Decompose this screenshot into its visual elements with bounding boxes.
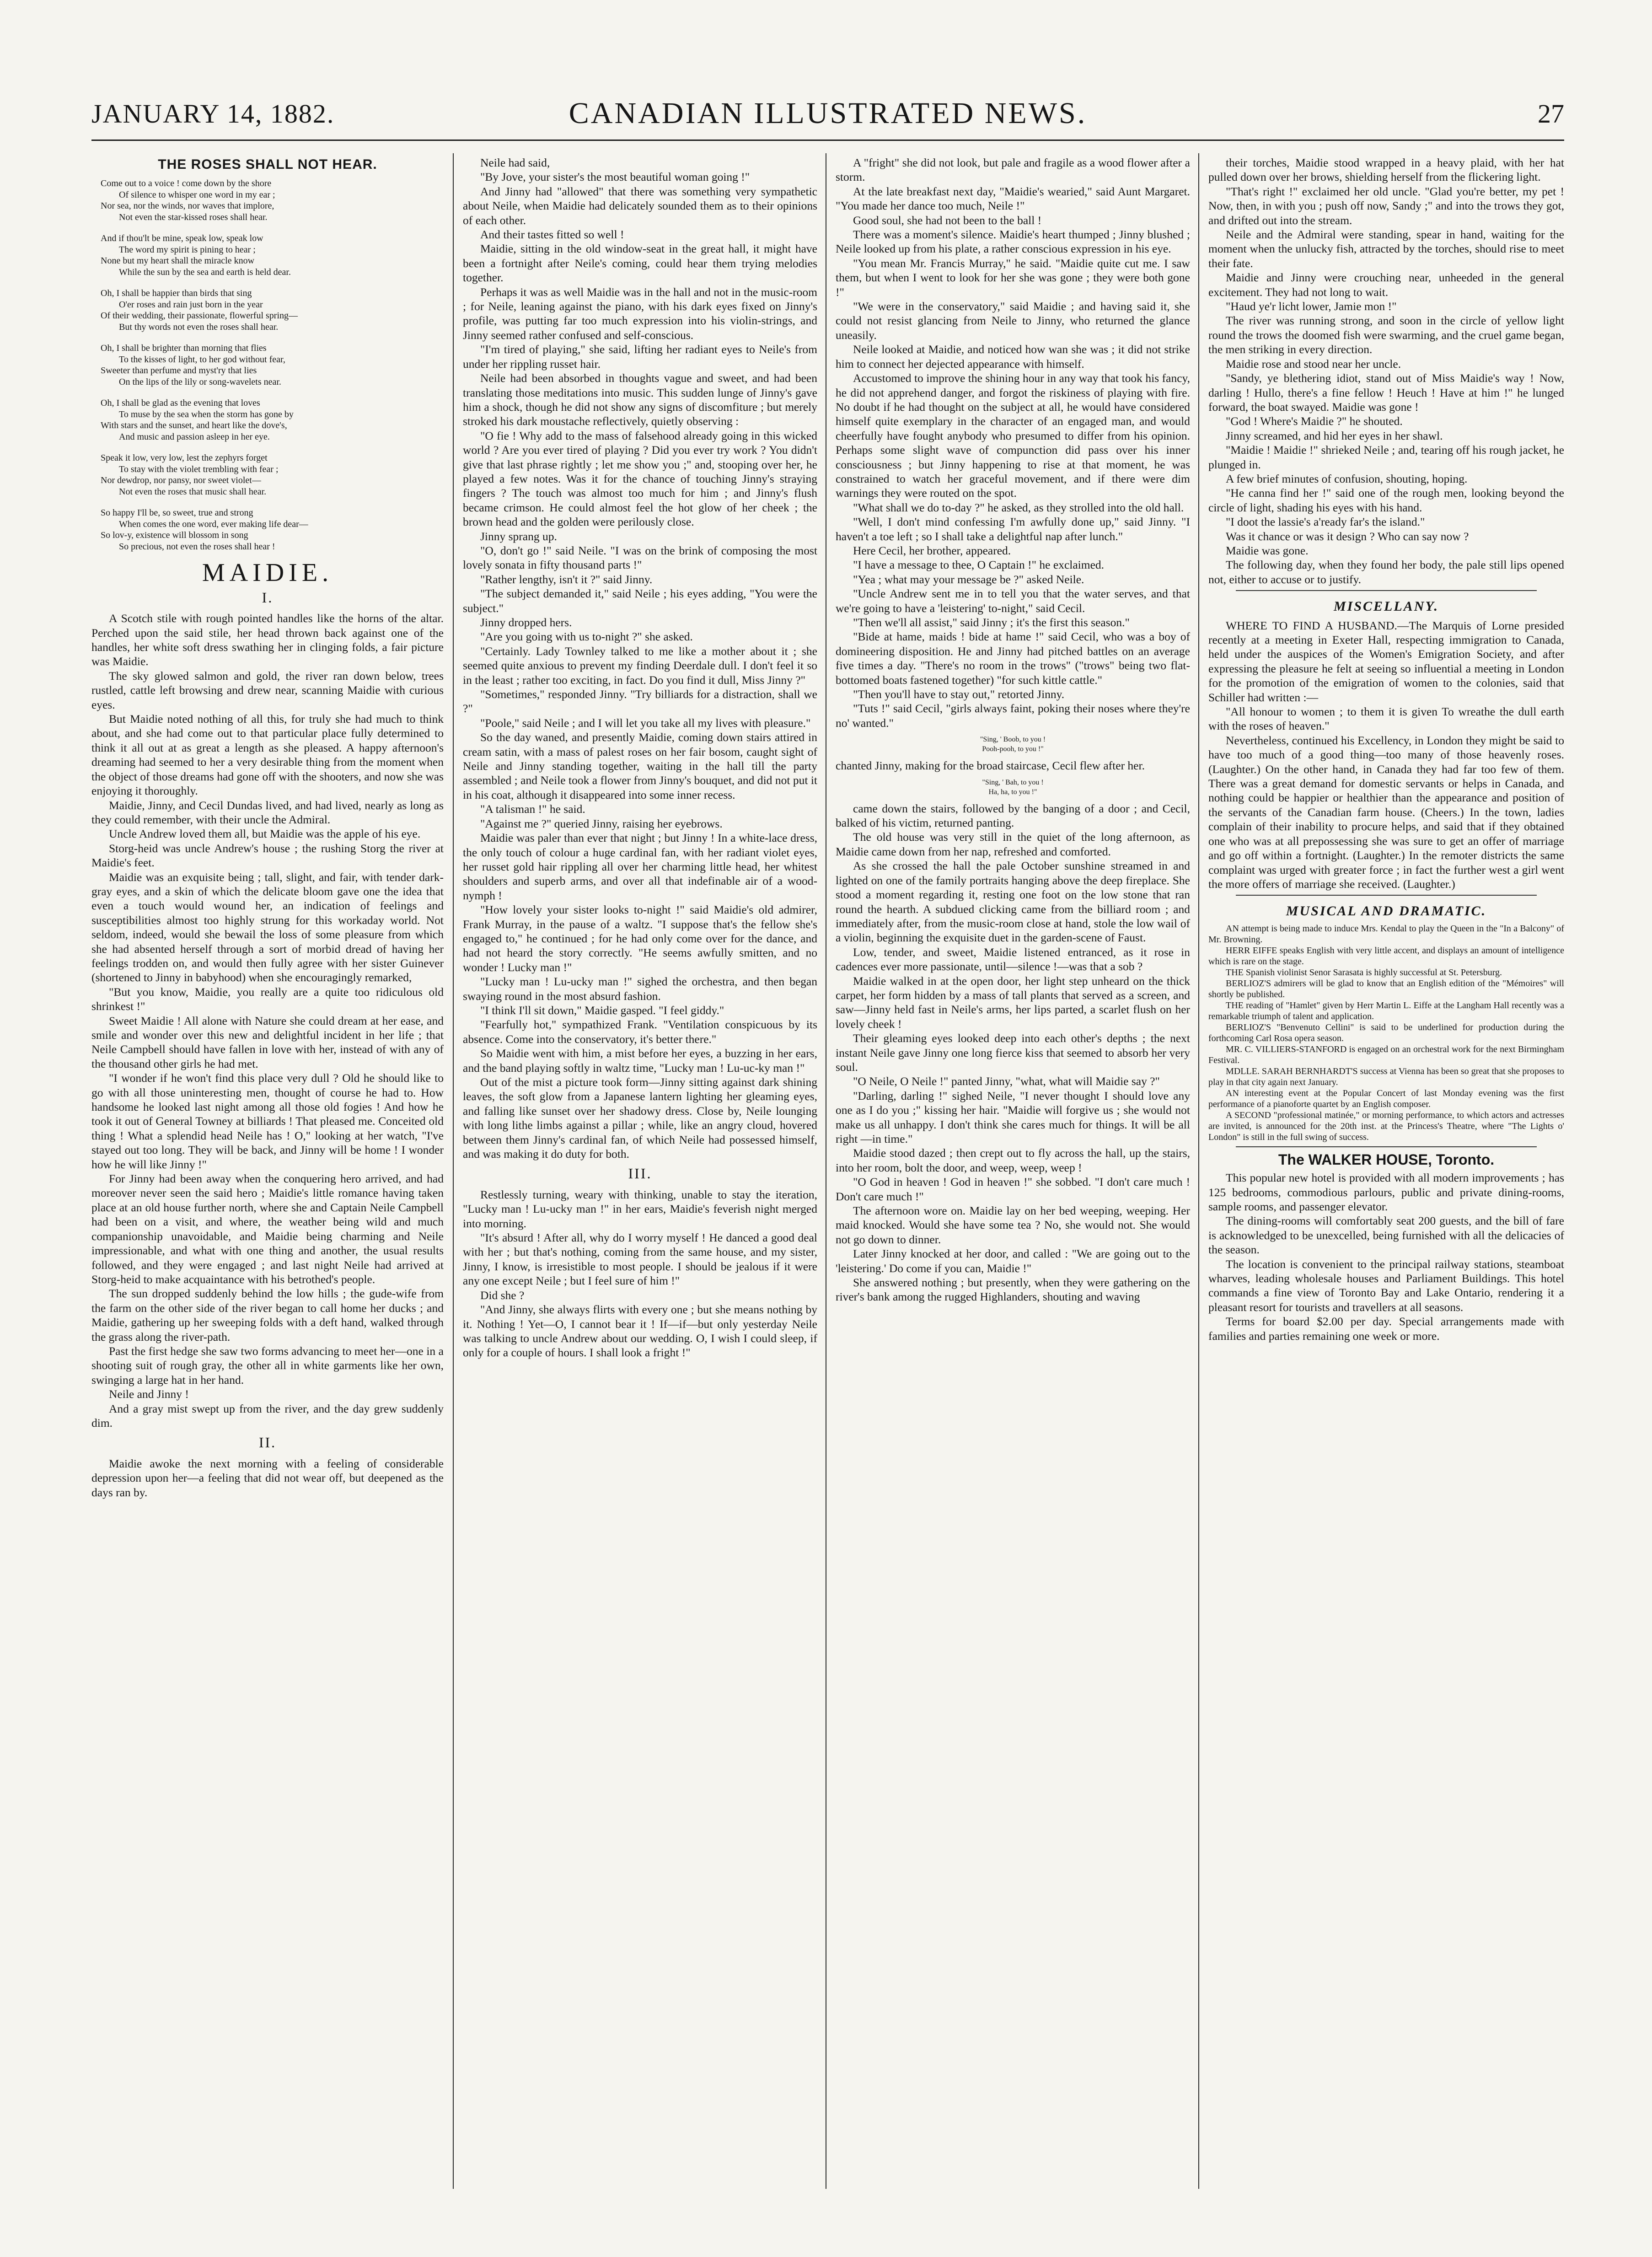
paragraph: "Well, I don't mind confessing I'm awfully done up," said Jinny. "I haven't a toe left ; so I shall take a delightful nap after lunch." — [836, 515, 1190, 543]
poem-line: Not even the star-kissed roses shall hear. — [119, 212, 268, 222]
story-text — [1208, 156, 1564, 586]
paragraph: "And Jinny, she always flirts with every one ; but she means nothing by it. Nothing ! Yet—O, I cannot bear it ! If—if—but only yesterday Neile was talking to uncle Andrew about our wedding. O, I wish I could sleep, if only for a couple of hours. I shall look a fright !" — [463, 1303, 817, 1360]
paragraph: A few brief minutes of confusion, shouting, hoping. — [1226, 472, 1468, 485]
poem-stanza — [91, 178, 444, 223]
paragraph: "You mean Mr. Francis Murray," he said. "Maidie quite cut me. I saw them, but when I went to look for her she was gone ; they were both gone !" — [836, 256, 1190, 299]
poem-title: THE ROSES SHALL NOT HEAR. — [158, 157, 377, 172]
poem-line: But thy words not even the roses shall hear. — [119, 322, 279, 332]
poem-line: When comes the one word, ever making life dear— — [119, 519, 308, 529]
column-1 — [91, 156, 444, 2196]
paragraph: The old house was very still in the quiet of the long afternoon, as Maidie came down from her nap, refreshed and comforted. — [836, 830, 1190, 858]
poem-line: Come out to a voice ! come down by the shore — [101, 178, 272, 189]
paragraph: Uncle Andrew loved them all, but Maidie was the apple of his eye. — [109, 827, 421, 841]
column-3 — [836, 156, 1190, 2196]
paragraph: "Rather lengthy, isn't it ?" said Jinny. — [480, 572, 653, 586]
paragraph: "O, don't go !" said Neile. "I was on the brink of composing the most lovely sonata in fifty thousand parts !" — [463, 543, 817, 572]
walker-house-text — [1208, 1171, 1564, 1343]
paragraph: Sweet Maidie ! All alone with Nature she could dream at her ease, and smile and wonder over this new and delightful incident in her life ; that Neile Campbell should have fallen in love with her, instead of with any of the thousand other girls he had met. — [91, 1014, 444, 1070]
paragraph: Jinny screamed, and hid her eyes in her shawl. — [1226, 429, 1443, 442]
section-rule — [1236, 590, 1537, 591]
paragraph: "A talisman !" he said. — [480, 802, 585, 816]
paragraph: "How lovely your sister looks to-night !" said Maidie's old admirer, Frank Murray, in the pause of a waltz. "I suppose that's the fellow she's engaged to," he continued ; for he had only come over for the dance, and had not heard the story correctly. "He seems awfully smitten, and no wonder ! Lucky man !" — [463, 903, 817, 974]
paragraph: Neile and Jinny ! — [109, 1387, 189, 1401]
paragraph: Perhaps it was as well Maidie was in the hall and not in the music-room ; for Neile, leaning against the piano, with his dark eyes fixed on Jinny's profile, was putting far too much expression into his violin-strings, and Jinny seemed rather confused and self-conscious. — [463, 285, 817, 342]
paragraph: Maidie stood dazed ; then crept out to fly across the hall, up the stairs, into her room, bolt the door, and weep, weep, weep ! — [836, 1146, 1190, 1174]
paragraph: "Yea ; what may your message be ?" asked Neile. — [853, 572, 1084, 586]
song-line: "Sing, ' Bah, to you ! — [982, 778, 1044, 786]
musical-text — [1208, 923, 1564, 1143]
paragraph: A "fright" she did not look, but pale and fragile as a wood flower after a storm. — [836, 156, 1190, 184]
story-title: MAIDIE. — [202, 559, 333, 587]
paragraph: "I'm tired of playing," she said, lifting her radiant eyes to Neile's from under her rippling russet hair. — [463, 343, 817, 371]
paragraph: There was a moment's silence. Maidie's heart thumped ; Jinny blushed ; Neile looked up from his plate, a rather conscious expression in his eye. — [836, 228, 1190, 256]
paragraph: Maidie walked in at the open door, her light step unheard on the thick carpet, her form hidden by a mass of tall plants that served as a screen, and saw—Jinny held fast in Neile's arms, her lips parted, a scarlet flush on her lovely cheek ! — [836, 974, 1190, 1031]
paragraph: "Darling, darling !" sighed Neile, "I never thought I should love any one as I do you ;" kissing her hair. "Maidie will forgive us ; she would not make us all unhappy. I don't think she cares much for things. It will be all right —in time." — [836, 1089, 1190, 1145]
paragraph: A Scotch stile with rough pointed handles like the horns of the altar. Perched upon the said stile, her head thrown back against one of the handles, her white soft dress swathing her in clinging folds, a fair picture was Maidie. — [91, 612, 444, 668]
paragraph: This popular new hotel is provided with all modern improvements ; has 125 bedrooms, commodious parlours, public and private dining-rooms, sample rooms, and passenger elevator. — [1208, 1171, 1564, 1213]
story-text — [836, 801, 1190, 1304]
paragraph: Maidie was paler than ever that night ; but Jinny ! In a white-lace dress, the only touch of colour a huge cardinal fan, with her radiant violet eyes, her russet gold hair rippling all over her charming little head, her whitest shoulders and superb arms, and over all that indefinable air of a wood-nymph ! — [463, 831, 817, 902]
column-divider — [453, 153, 454, 2189]
paragraph: "Are you going with us to-night ?" she asked. — [480, 630, 693, 644]
paragraph: Maidie rose and stood near her uncle. — [1226, 357, 1401, 371]
poem-line: Of their wedding, their passionate, flowerful spring— — [101, 311, 298, 321]
poem-line: Nor dewdrop, nor pansy, nor sweet violet— — [101, 475, 261, 486]
paragraph: Neile had said, — [480, 156, 550, 169]
miscellany-heading: MISCELLANY. — [1334, 599, 1439, 614]
paragraph: Was it chance or was it design ? Who can say now ? — [1226, 529, 1469, 543]
page-header — [91, 94, 1564, 135]
story-paragraph: chanted Jinny, making for the broad staircase, Cecil flew after her. — [836, 759, 1145, 773]
paragraph: Jinny sprang up. — [480, 529, 557, 543]
paragraph: She answered nothing ; but presently, when they were gathering on the river's bank among the rugged Highlanders, shouting and waving — [836, 1276, 1190, 1304]
paragraph: The afternoon wore on. Maidie lay on her bed weeping, weeping. Her maid knocked. Would she have some tea ? No, she would not. She would not go down to dinner. — [836, 1204, 1190, 1246]
paragraph: "It's absurd ! After all, why do I worry myself ! He danced a good deal with her ; but that's nothing, coming from the same house, and my sister, Jinny, I know, is irresistible to most people. I should be jealous if it were any one except Neile ; but I feel sure of him !" — [463, 1231, 817, 1288]
poem-line: None but my heart shall the miracle know — [101, 256, 255, 266]
song-verse — [836, 735, 1190, 754]
poem-stanza — [91, 507, 444, 552]
paragraph: MR. C. VILLIERS-STANFORD is engaged on an orchestral work for the next Birmingham Festival. — [1208, 1044, 1564, 1065]
paragraph: Maidie, sitting in the old window-seat in the great hall, it might have been a fortnight after Neile's coming, could hear them trying melodies together. — [463, 242, 817, 285]
story-text — [91, 611, 444, 1430]
paragraph: Out of the mist a picture took form—Jinny sitting against dark shining leaves, the soft glow from a Japanese lantern lighting her gleaming eyes, and falling like sunset over her shadowy dress. Close by, Neile lounging with long lithe limbs against a pillar ; while, like an angry cloud, hovered between them Jinny's cardinal fan, of which Neile had possessed himself, and was making it do duty for both. — [463, 1075, 817, 1161]
paragraph: came down the stairs, followed by the banging of a door ; and Cecil, balked of his victim, returned panting. — [836, 801, 1190, 830]
poem-line: On the lips of the lily or song-wavelets near. — [119, 376, 281, 387]
paragraph: "Sandy, ye blethering idiot, stand out of Miss Maidie's way ! Now, darling ! Hullo, there's a fine fellow ! Heuch ! Have at him !" he lunged forward, the boat swayed. Maidie was gone ! — [1208, 371, 1564, 414]
paragraph: "Certainly. Lady Townley talked to me like a mother about it ; she seemed quite anxious to prevent my finding Deerdale dull. I don't feel it so in the least ; rather too exciting, in fact. Do you find it dull, Miss Jinny ?" — [463, 644, 817, 687]
poem-line: Of silence to whisper one word in my ear ; — [119, 189, 275, 200]
poem-line: So happy I'll be, so sweet, true and strong — [101, 508, 253, 518]
poem-line: With stars and the sunset, and heart like the dove's, — [101, 420, 287, 431]
paragraph: Neile had been absorbed in thoughts vague and sweet, and had been translating those meditations into music. This sudden lunge of Jinny's gave him a shock, though he did not show any signs of discomfiture ; but merely stroked his dark moustache reflectively, quietly observing : — [463, 371, 817, 428]
paragraph: Neile looked at Maidie, and noticed how wan she was ; it did not strike him to connect her dejected appearance with himself. — [836, 343, 1190, 371]
paragraph: WHERE TO FIND A HUSBAND.—The Marquis of Lorne presided recently at a meeting in Exeter Hall, respecting immigration to Canada, held under the auspices of the Women's Emigration Society, and after expressing the pleasure he felt at seeing so influential a meeting in London for the promotion of the emigration of women to the colonies, said that Schiller had written :— — [1208, 618, 1564, 704]
paragraph: The sun dropped suddenly behind the low hills ; the gude-wife from the farm on the other side of the river began to call home her ducks ; and Maidie, gathering up her sweeping folds with a deft hand, walked through the grass along the river-path. — [91, 1287, 444, 1343]
poem-line: And if thou'lt be mine, speak low, speak low — [101, 233, 263, 244]
paragraph: "O God in heaven ! God in heaven !" she sobbed. "I don't care much ! Don't care much !" — [836, 1175, 1190, 1203]
paragraph: "Poole," said Neile ; and I will let you take all my lives with pleasure." — [480, 716, 811, 730]
paragraph: Maidie and Jinny were crouching near, unheeded in the general excitement. They had not long to wait. — [1208, 271, 1564, 299]
poem-line: The word my spirit is pining to hear ; — [119, 244, 256, 255]
poem-line: To muse by the sea when the storm has gone by — [119, 409, 294, 419]
paragraph: Their gleaming eyes looked deep into each other's depths ; the next instant Neile gave Jinny one long fierce kiss that seemed to absorb her very soul. — [836, 1032, 1190, 1074]
paragraph: "I have a message to thee, O Captain !" he exclaimed. — [853, 558, 1105, 572]
paragraph: "Lucky man ! Lu-ucky man !" sighed the orchestra, and then began swaying round in the most absurd fashion. — [463, 975, 817, 1003]
paragraph: "Haud ye'r licht lower, Jamie mon !" — [1226, 300, 1397, 313]
paragraph: BERLIOZ'S "Benvenuto Cellini" is said to be underlined for production during the forthcoming Carl Rosa opera season. — [1208, 1022, 1564, 1043]
paragraph: "Sometimes," responded Jinny. "Try billiards for a distraction, shall we ?" — [463, 688, 817, 715]
paragraph: "We were in the conservatory," said Maidie ; and having said it, she could not resist glancing from Neile to Jinny, who returned the glance uneasily. — [836, 300, 1190, 342]
paragraph: "I wonder if he won't find this place very dull ? Old he should like to go with all those uninteresting men, thought of course he had to. How handsome he looked last night among all those old fogies ! And how he took it out of General Towney at billiards ! That pleased me. Conceited old thing ! What a splendid head Neile has ! O," looking at her watch, "I've stayed out too long. They will be back, and Jinny will be home ! I wonder how he will like Jinny !" — [91, 1071, 444, 1171]
page-number: 27 — [1538, 99, 1564, 129]
paragraph: HERR EIFFE speaks English with very little accent, and displays an amount of intelligence which is rare on the stage. — [1208, 945, 1564, 967]
poem-line: And music and passion asleep in her eye. — [119, 431, 270, 442]
paragraph: Maidie was an exquisite being ; tall, slight, and fair, with tender dark-gray eyes, and a skin of which the delicate bloom gave one the idea that even a touch would wound her, an indication of feelings and susceptibilities almost too highly strung for this workaday world. Not seldom, indeed, would she bewail the loss of some pleasure from which she had absented herself through a sort of morbid dread of having her feelings trodden on, and would then fully agree with her sister Guinever (shortened to Jinny in babyhood) when she encouragingly remarked, — [91, 870, 444, 984]
paragraph: A SECOND "professional matinée," or morning performance, to which actors and actresses are invited, is announced for the 20th inst. at the Princess's Theatre, where "The Lights o' London" is still in the full swing of success. — [1208, 1110, 1564, 1142]
paragraph: And Jinny had "allowed" that there was something very sympathetic about Neile, when Maidie had delicately sounded them as to their opinions of each other. — [463, 184, 817, 227]
column-divider — [1198, 153, 1199, 2189]
poem-line: Oh, I shall be brighter than morning that flies — [101, 343, 267, 354]
paragraph: "O fie ! Why add to the mass of falsehood already going in this wicked world ? Are you ever tired of playing ? Did you ever try work ? You didn't give that last phrase rightly ; let me show you ;" and, stooping over her, he played a few notes. Was it for the chance of touching Jinny's straying fingers ? The touch was almost too much for him ; and Jinny's flush became crimson. He could almost feel the hot glow of her cheek ; the brown head and the golden were perilously close. — [463, 429, 817, 529]
paragraph: "Then you'll have to stay out," retorted Jinny. — [853, 688, 1065, 701]
poem-stanza — [91, 288, 444, 333]
song-line: Ha, ha, to you !" — [988, 788, 1037, 796]
paragraph: Maidie, Jinny, and Cecil Dundas lived, and had lived, nearly as long as they could remember, with their uncle the Admiral. — [91, 798, 444, 826]
song-verse — [836, 778, 1190, 797]
poem-line: So lov-y, existence will blossom in song — [101, 530, 248, 541]
column-2 — [463, 156, 817, 2196]
paragraph: Restlessly turning, weary with thinking, unable to stay the iteration, "Lucky man ! Lu-ucky man !" in her ears, Maidie's feverish night merged into morning. — [463, 1188, 817, 1230]
paragraph: At the late breakfast next day, "Maidie's wearied," said Aunt Margaret. "You made her dance too much, Neile !" — [836, 184, 1190, 213]
paragraph: Low, tender, and sweet, Maidie listened entranced, as it rose in cadences ever more passionate, until—silence !—was that a sob ? — [836, 945, 1190, 973]
paragraph: Neile and the Admiral were standing, spear in hand, waiting for the moment when the unlucky fish, attracted by the torches, should rise to meet their fate. — [1208, 228, 1564, 270]
paragraph: And their tastes fitted so well ! — [480, 228, 624, 242]
paragraph: "Against me ?" queried Jinny, raising her eyebrows. — [480, 817, 723, 830]
section-rule — [1236, 895, 1537, 896]
paragraph: Maidie awoke the next morning with a feeling of considerable depression upon her—a feeling that did not wear off, but deepened as the days ran by. — [91, 1456, 444, 1499]
paragraph: "God ! Where's Maidie ?" he shouted. — [1226, 414, 1403, 428]
paragraph: Here Cecil, her brother, appeared. — [853, 543, 1011, 557]
paragraph: BERLIOZ'S admirers will be glad to know that an English edition of the "Mémoires" will shortly be published. — [1208, 978, 1564, 1000]
paragraph: The river was running strong, and soon in the circle of yellow light round the trows the doomed fish were swarming, and the cruel game began, the men striking in every direction. — [1208, 314, 1564, 356]
poem-line: Oh, I shall be happier than birds that sing — [101, 288, 252, 299]
paragraph: AN attempt is being made to induce Mrs. Kendal to play the Queen in the "In a Balcony" of Mr. Browning. — [1208, 923, 1564, 945]
paragraph: THE Spanish violinist Senor Sarasata is highly successful at St. Petersburg. — [1226, 967, 1502, 978]
poem-line: While the sun by the sea and earth is held dear. — [119, 267, 291, 277]
paragraph: Accustomed to improve the shining hour in any way that took his fancy, he did not apprehend danger, and forgot the riskiness of playing with fire. No doubt if he had thought on the subject at all, he would have considered himself quite exemplary in the character of an engaged man, and would cheerfully have fought anybody who presumed to differ from his opinion. Perhaps some slight wave of compunction did pass over his inner consciousness ; but Jinny happening to rise at that moment, he was constrained to watch her graceful movement, and if there were dim warnings they were routed on the spot. — [836, 371, 1190, 500]
paragraph: So Maidie went with him, a mist before her eyes, a buzzing in her ears, and the band playing softly in waltz time, "Lucky man ! Lu-uc-ky man !" — [463, 1047, 817, 1075]
poem-line: Nor sea, nor the winds, nor waves that implore, — [101, 201, 274, 211]
section-rule — [1236, 1146, 1537, 1147]
paragraph: "Bide at hame, maids ! bide at hame !" said Cecil, who was a boy of domineering disposition. He and Jinny had pitched battles on an average five times a day. "There's no room in the trows" ("trows" being two flat-bottomed boats fastened together) "for such kittle cattle." — [836, 630, 1190, 687]
paragraph: "What shall we do to-day ?" he asked, as they strolled into the old hall. — [853, 500, 1184, 514]
chapter-heading: III. — [628, 1165, 652, 1182]
poem-stanza — [91, 343, 444, 387]
poem-stanza — [91, 233, 444, 278]
paragraph: Nevertheless, continued his Excellency, in London they might be said to have too much of a good thing—too many of those heavenly roses. (Laughter.) On the other hand, in Canada they had far too few of them. There was a great demand for domestic servants or helps in Canada, and nothing could be happier or healthier than the appearance and position of the servants of the Canadian farm house. (Cheers.) In the town, ladies complain of their inability to procure helps, and said that if they obtained one who was at all prepossessing she was sure to get an offer of marriage and go off within a fortnight. (Laughter.) In the remoter districts the same complaint was urged with greater force ; in fact the further west a girl went the more offers of marriage she received. (Laughter.) — [1208, 733, 1564, 891]
chapter-heading: I. — [262, 589, 274, 606]
paragraph: So the day waned, and presently Maidie, coming down stairs attired in cream satin, with a mass of palest roses on her fair bosom, caught sight of Neile and Jinny standing together, waiting in the hall till the party assembled ; and Neile took a flower from Jinny's bouquet, and did not put it in his coat, although it disappeared into some inner recess. — [463, 731, 817, 801]
poem-stanza — [91, 452, 444, 497]
paragraph: For Jinny had been away when the conquering hero arrived, and had moreover never seen the said hero ; Maidie's little romance having taken place at an old house further north, where she and Captain Neile Campbell had been on a visit, and where, the weather being wild and much companionship unavoidable, and Maidie being charming and Neile impressionable, and what with one thing and another, the usual results followed, and they were engaged ; and last night Neile had arrived at Storg-heid to make acquaintance with his betrothed's people. — [91, 1172, 444, 1286]
poem-line: So precious, not even the roses shall hear ! — [119, 541, 275, 552]
paragraph: "That's right !" exclaimed her old uncle. "Glad you're better, my pet ! Now, then, in with you ; push off now, Sandy ;" and into the trows they got, and drifted out into the stream. — [1208, 184, 1564, 227]
poem-line: Sweeter than perfume and myst'ry that lies — [101, 365, 257, 376]
poem-stanza — [91, 398, 444, 442]
paragraph: Good soul, she had not been to the ball ! — [853, 213, 1042, 227]
paragraph: Did she ? — [480, 1288, 525, 1302]
paragraph: AN interesting event at the Popular Concert of last Monday evening was the first performance of a pianoforte quartet by an English composer. — [1208, 1088, 1564, 1109]
paragraph: And a gray mist swept up from the river, and the day grew suddenly dim. — [91, 1402, 444, 1429]
paragraph: Storg-heid was uncle Andrew's house ; the rushing Storg the river at Maidie's feet. — [91, 841, 444, 870]
miscellany-text — [1208, 618, 1564, 892]
musical-heading: MUSICAL AND DRAMATIC. — [1286, 903, 1487, 919]
paragraph: "Fearfully hot," sympathized Frank. "Ventilation conspicuous by its absence. Come into the conservatory, it's better there." — [463, 1018, 817, 1046]
paragraph: Maidie was gone. — [1226, 543, 1309, 557]
story-text — [463, 156, 817, 1161]
paragraph: their torches, Maidie stood wrapped in a heavy plaid, with her hat pulled down over her brows, shielding herself from the flickering light. — [1208, 156, 1564, 184]
paragraph: "The subject demanded it," said Neile ; his eyes adding, "You were the subject." — [463, 587, 817, 615]
paragraph: "By Jove, your sister's the most beautiful woman going !" — [480, 170, 750, 184]
paragraph: The following day, when they found her body, the pale still lips opened not, either to accuse or to justify. — [1208, 558, 1564, 586]
paragraph: "But you know, Maidie, you really are a quite too ridiculous old shrinkest !" — [91, 985, 444, 1013]
paragraph: Jinny dropped hers. — [480, 616, 572, 629]
poem-line: Oh, I shall be glad as the evening that loves — [101, 398, 260, 408]
column-4 — [1208, 156, 1564, 2196]
paragraph: "Then we'll all assist," said Jinny ; it's the first this season." — [853, 616, 1130, 629]
paragraph: Later Jinny knocked at her door, and called : "We are going out to the 'leistering.' Do come if you can, Maidie !" — [836, 1247, 1190, 1275]
walker-house-heading: The WALKER HOUSE, Toronto. — [1278, 1151, 1495, 1168]
paragraph: "I doot the lassie's a'ready far's the island." — [1226, 515, 1425, 529]
poem-line: Speak it low, very low, lest the zephyrs forget — [101, 453, 268, 463]
story-text — [463, 1188, 817, 1360]
story-text — [91, 1456, 444, 1499]
poem-line: Not even the roses that music shall hear. — [119, 486, 267, 497]
paragraph: "He canna find her !" said one of the rough men, looking beyond the circle of light, shading his eyes with his hand. — [1208, 486, 1564, 514]
paragraph: The dining-rooms will comfortably seat 200 guests, and the bill of fare is acknowledged to be unexcelled, being furnished with all the delicacies of the season. — [1208, 1214, 1564, 1257]
poem-line: To the kisses of light, to her god without fear, — [119, 354, 285, 365]
header-rule — [91, 140, 1564, 141]
paragraph: Terms for board $2.00 per day. Special arrangements made with families and parties remaining one week or more. — [1208, 1315, 1564, 1343]
paragraph: THE reading of "Hamlet" given by Herr Martin L. Eiffe at the Langham Hall recently was a remarkable triumph of talent and application. — [1208, 1000, 1564, 1021]
masthead-title: CANADIAN ILLUSTRATED NEWS. — [569, 97, 1087, 130]
paragraph: Past the first hedge she saw two forms advancing to meet her—one in a shooting suit of rough gray, the other all in white garments like her own, swinging a large hat in her hand. — [91, 1344, 444, 1386]
chapter-heading: II. — [258, 1434, 277, 1451]
paragraph: "Tuts !" said Cecil, "girls always faint, poking their noses where they're no' wanted." — [836, 702, 1190, 730]
poem-line: To stay with the violet trembling with fear ; — [119, 464, 279, 474]
poem-body — [91, 178, 444, 552]
paragraph: The location is convenient to the principal railway stations, steamboat wharves, leading wholesale houses and Parliament Buildings. This hotel commands a fine view of Toronto Bay and Lake Ontario, rendering it a pleasant resort for tourists and travellers at all seasons. — [1208, 1257, 1564, 1314]
paragraph: As she crossed the hall the pale October sunshine streamed in and lighted on one of the family portraits hanging above the deep fireplace. She stood a moment regarding it, resting one foot on the low stone that ran round the hearth. A subdued clicking came from the billiard room ; and immediately after, from the music-room close at hand, stole the low wail of a violin, beginning the exquisite duet in the garden-scene of Faust. — [836, 859, 1190, 945]
song-line: "Sing, ' Boob, to you ! — [980, 736, 1046, 744]
paragraph: "Maidie ! Maidie !" shrieked Neile ; and, tearing off his rough jacket, he plunged in. — [1208, 443, 1564, 471]
paragraph: "O Neile, O Neile !" panted Jinny, "what, what will Maidie say ?" — [853, 1075, 1160, 1088]
song-line: Pooh-pooh, to you !" — [982, 745, 1044, 753]
story-text — [836, 156, 1190, 730]
paragraph: "All honour to women ; to them it is given To wreathe the dull earth with the roses of heaven." — [1208, 705, 1564, 733]
paragraph: But Maidie noted nothing of all this, for truly she had much to think about, and she had come out to that particular place fully determined to think it all out at as great a length as she pleased. A happy afternoon's dreaming had seemed to her a very desirable thing from the moment when the object of those dreams had gone off with the shooters, and now she was enjoying it thoroughly. — [91, 712, 444, 798]
poem-line: O'er roses and rain just born in the year — [119, 299, 263, 310]
paragraph: MDLLE. SARAH BERNHARDT'S success at Vienna has been so great that she proposes to play in that city again next January. — [1208, 1066, 1564, 1087]
paragraph: The sky glowed salmon and gold, the river ran down below, trees rustled, cattle left browsing and drew near, scanning Maidie with curious eyes. — [91, 669, 444, 711]
paragraph: "I think I'll sit down," Maidie gasped. "I feel giddy." — [480, 1003, 724, 1017]
paragraph: "Uncle Andrew sent me in to tell you that the water serves, and that we're going to have a 'leistering' to-night," said Cecil. — [836, 587, 1190, 615]
issue-date: JANUARY 14, 1882. — [91, 99, 335, 129]
